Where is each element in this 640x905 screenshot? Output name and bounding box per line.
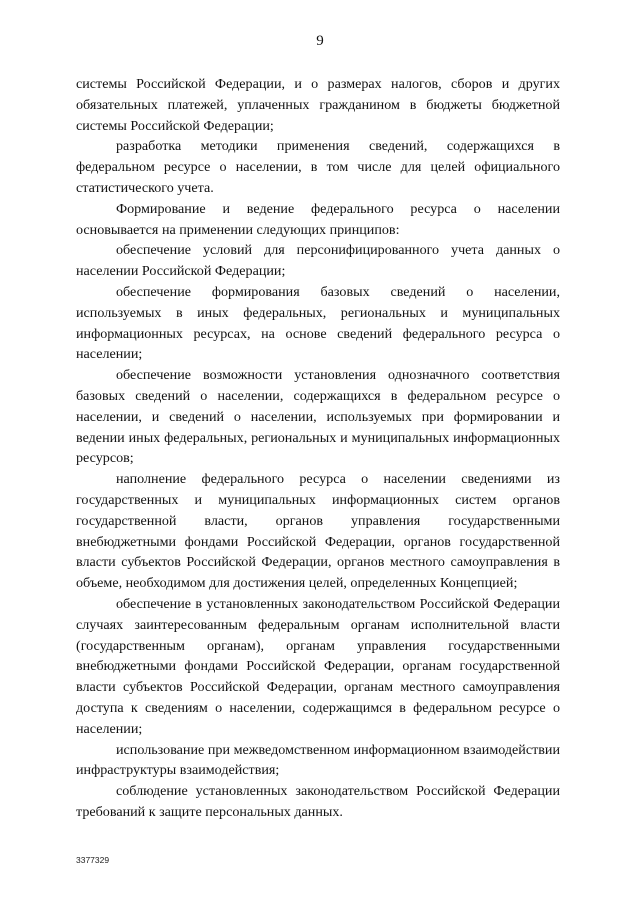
paragraph: обеспечение в установленных законодательством Российской Федерации случаях заинтересованным федеральным органам исполнительной власти (государственным органам), органам управления государственными внебюджетными фондами Российской Федерации, органам государственной власти субъектов Российской Федерации, органам местного самоуправления доступа к сведениям о населении, содержащимся в федеральном ресурсе о населении; [76, 595, 560, 737]
paragraph: обеспечение условий для персонифицированного учета данных о населении Российской Федерации; [76, 242, 560, 280]
document-code: 3377329 [76, 855, 110, 865]
paragraph: обеспечение возможности установления однозначного соответствия базовых сведений о населении, содержащихся в федеральном ресурсе о населении, и сведений о населении, используемых при формировании и ведении иных федеральных, региональных и муниципальных информационных ресурсов; [76, 367, 560, 467]
paragraph: наполнение федерального ресурса о населении сведениями из государственных и муниципальных информационных систем органов государственной власти, органов управления государственными внебюджетными фондами Российской Федерации, органов государственной власти субъектов Российской Федерации, органов местного самоуправления в объеме, необходимом для достижения целей, определенных Концепцией; [76, 471, 560, 592]
paragraph-continuation: системы Российской Федерации, и о размерах налогов, сборов и других обязательных платежей, уплаченных гражданином в бюджеты бюджетной системы Российской Федерации; [76, 76, 560, 134]
page-number: 9 [316, 33, 324, 49]
paragraph: использование при межведомственном информационном взаимодействии инфраструктуры взаимодействия; [76, 741, 560, 779]
paragraph: разработка методики применения сведений, содержащихся в федеральном ресурсе о населении, в том числе для целей официального статистического учета. [76, 138, 560, 196]
document-body [76, 74, 560, 823]
paragraph: обеспечение формирования базовых сведений о населении, используемых в иных федеральных, региональных и муниципальных информационных ресурсах, на основе сведений федерального ресурса о населении; [76, 283, 560, 363]
paragraph: соблюдение установленных законодательством Российской Федерации требований к защите персональных данных. [76, 783, 560, 820]
paragraph: Формирование и ведение федерального ресурса о населении основывается на применении следующих принципов: [76, 200, 560, 238]
